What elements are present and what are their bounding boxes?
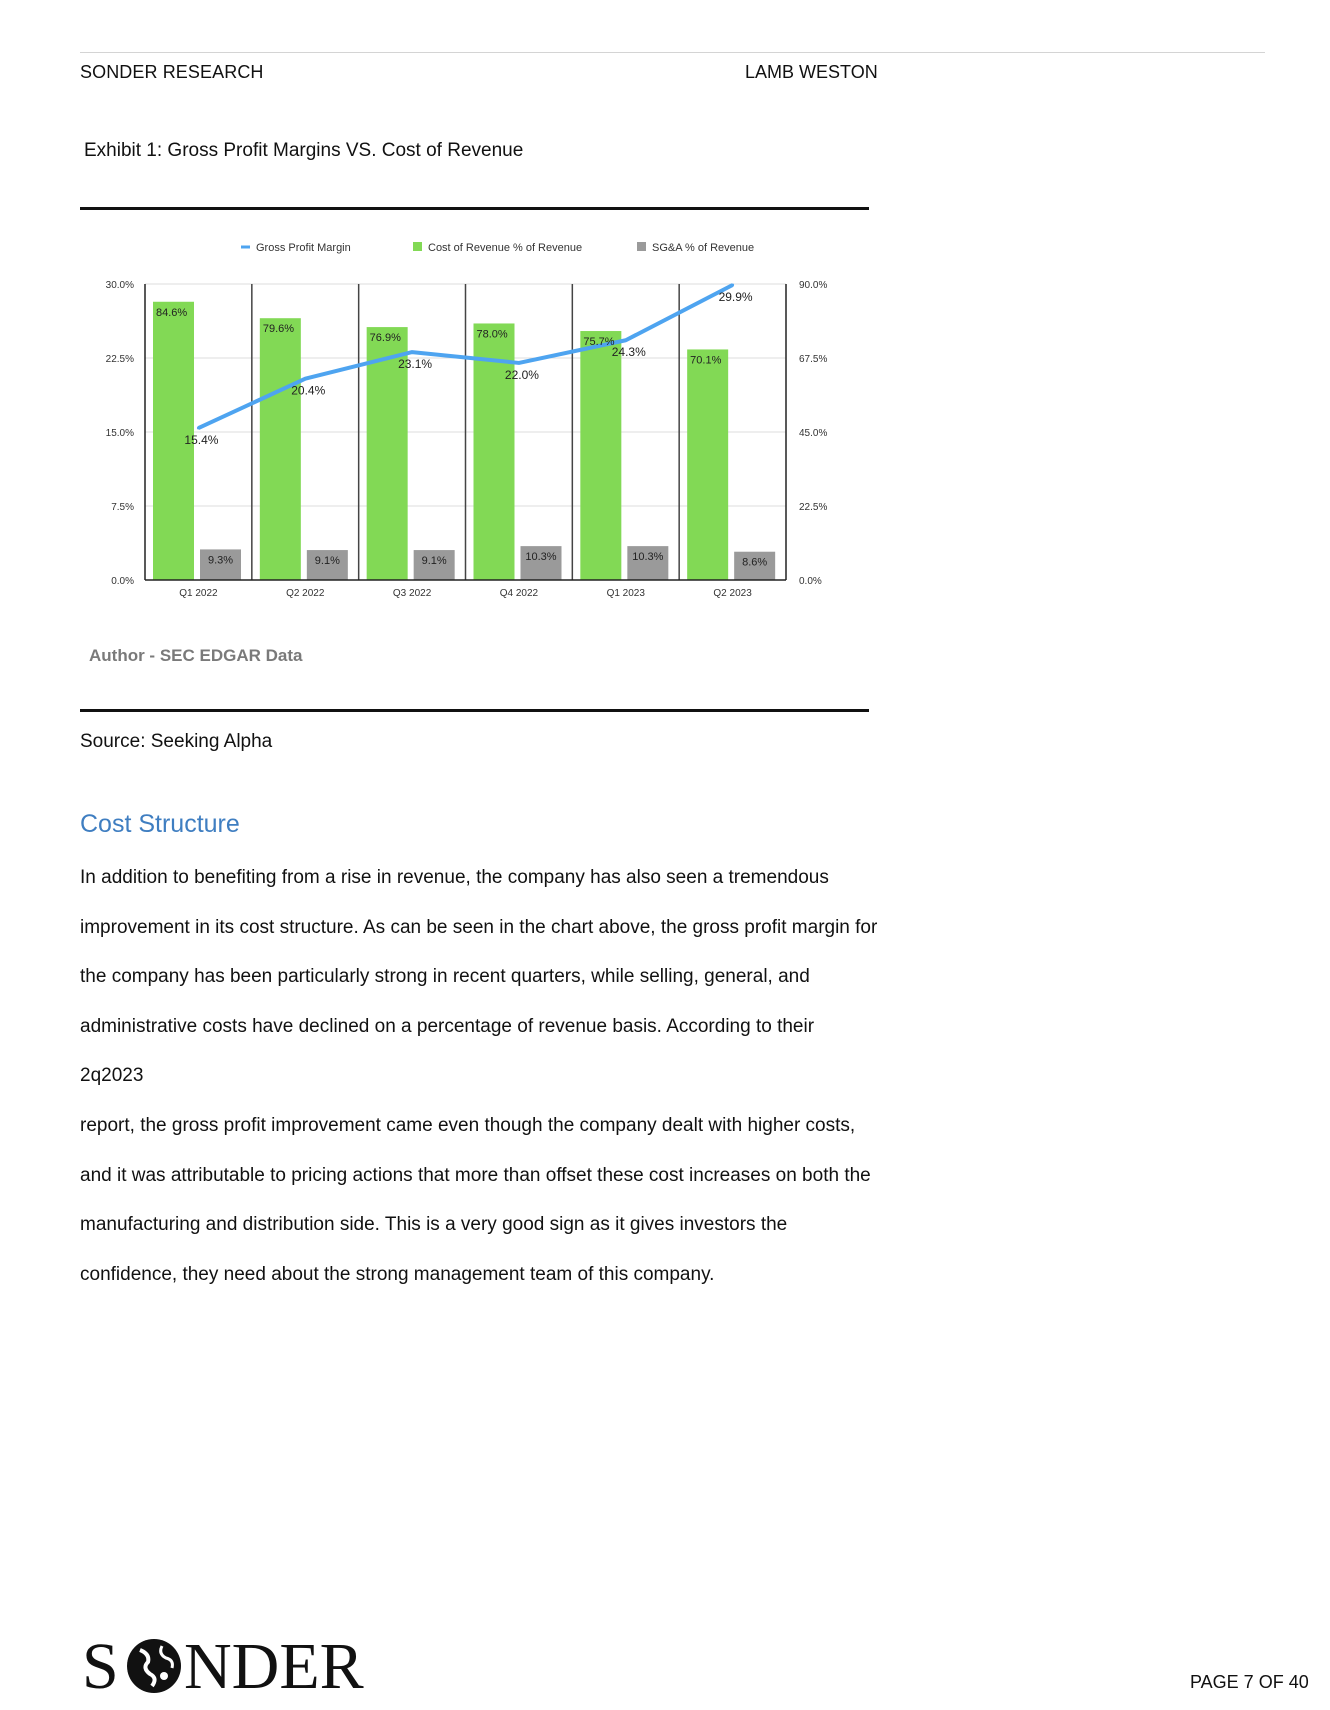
section-body (80, 853, 880, 1299)
body-line: the company has been particularly strong in recent quarters, while selling, general, and (80, 966, 810, 988)
gross-margin-point (304, 377, 307, 380)
right-tick-label: 45.0% (799, 428, 828, 439)
right-tick-label: 0.0% (799, 576, 822, 587)
cost-bar (687, 349, 728, 580)
sga-value-label: 9.3% (207, 554, 234, 567)
gross-margin-point (411, 351, 414, 354)
cost-bar (580, 331, 621, 580)
source-note: Source: Seeking Alpha (80, 731, 273, 752)
gross-margin-label: 15.4% (184, 433, 219, 448)
exhibit-bottom-rule (80, 709, 869, 712)
cost-value-label: 75.7% (583, 336, 615, 349)
gross-margin-point (197, 427, 200, 430)
legend-swatch-cost (413, 242, 422, 251)
header-rule (80, 52, 1265, 53)
right-tick-label: 67.5% (799, 354, 828, 365)
legend-label: SG&A % of Revenue (652, 242, 755, 254)
section-title: Cost Structure (80, 810, 240, 838)
left-tick-label: 7.5% (111, 502, 134, 513)
cost-value-label: 79.6% (262, 323, 295, 336)
right-tick-label: 22.5% (799, 502, 828, 513)
chart-bars (153, 302, 775, 580)
globe-icon (127, 1639, 181, 1693)
sonder-logo (82, 1632, 402, 1696)
legend-label: Gross Profit Margin (256, 242, 351, 254)
body-line: confidence, they need about the strong management team of this company. (80, 1263, 715, 1285)
cost-value-label: 76.9% (369, 332, 401, 345)
chart-legend (241, 242, 754, 254)
body-line: improvement in its cost structure. As can be seen in the chart above, the gross profit margin for (80, 916, 878, 938)
left-tick-label: 15.0% (105, 428, 134, 439)
x-tick-label: Q2 2023 (713, 588, 752, 599)
gross-margin-chart (80, 228, 840, 628)
body-line: report, the gross profit improvement came even though the company dealt with higher costs, (80, 1114, 856, 1136)
cost-bar (260, 318, 301, 580)
page-number: PAGE 7 OF 40 (1190, 1672, 1309, 1692)
x-tick-label: Q1 2022 (179, 588, 218, 599)
body-line: manufacturing and distribution side. This is a very good sign as it gives investors the (80, 1214, 788, 1236)
cost-value-label: 70.1% (690, 354, 722, 367)
gross-margin-point (731, 283, 734, 286)
sga-value-label: 10.3% (632, 551, 664, 564)
x-tick-label: Q2 2022 (286, 588, 325, 599)
x-tick-label: Q3 2022 (392, 588, 432, 599)
gross-margin-label: 29.9% (718, 289, 753, 304)
gross-margin-label: 22.0% (504, 367, 539, 382)
x-tick-label: Q1 2023 (606, 588, 645, 599)
chart-footnote: Author - SEC EDGAR Data (89, 646, 303, 665)
header-company: LAMB WESTON (745, 62, 878, 82)
sga-value-label: 9.1% (421, 555, 447, 568)
exhibit-top-rule (80, 207, 869, 210)
gross-margin-label: 24.3% (611, 345, 646, 360)
legend-label: Cost of Revenue % of Revenue (428, 242, 583, 254)
right-tick-label: 90.0% (799, 280, 828, 291)
sga-value-label: 10.3% (525, 551, 557, 564)
gross-margin-point (517, 361, 520, 364)
sga-value-label: 8.6% (742, 556, 768, 569)
left-tick-label: 22.5% (105, 354, 134, 365)
left-tick-label: 0.0% (111, 576, 134, 587)
body-line: administrative costs have declined on a percentage of revenue basis. According to their 2q2023 (80, 1015, 815, 1087)
gross-margin-label: 20.4% (291, 383, 326, 398)
exhibit-title: Exhibit 1: Gross Profit Margins VS. Cost of Revenue (84, 140, 524, 161)
gross-margin-point (624, 339, 627, 342)
body-line: and it was attributable to pricing actions that more than offset these cost increases on both the (80, 1164, 871, 1186)
chart-labels (156, 290, 767, 569)
gross-margin-label: 23.1% (398, 357, 433, 372)
left-tick-label: 30.0% (105, 280, 134, 291)
logo-text-left: S (82, 1632, 119, 1696)
cost-value-label: 78.0% (476, 328, 508, 341)
legend-swatch-sga (637, 242, 646, 251)
x-tick-label: Q4 2022 (499, 588, 539, 599)
header-publisher: SONDER RESEARCH (80, 62, 264, 82)
logo-text-right: NDER (184, 1632, 364, 1696)
body-line: In addition to benefiting from a rise in revenue, the company has also seen a tremendous (80, 867, 829, 888)
cost-value-label: 84.6% (156, 306, 188, 319)
sga-value-label: 9.1% (314, 555, 340, 568)
